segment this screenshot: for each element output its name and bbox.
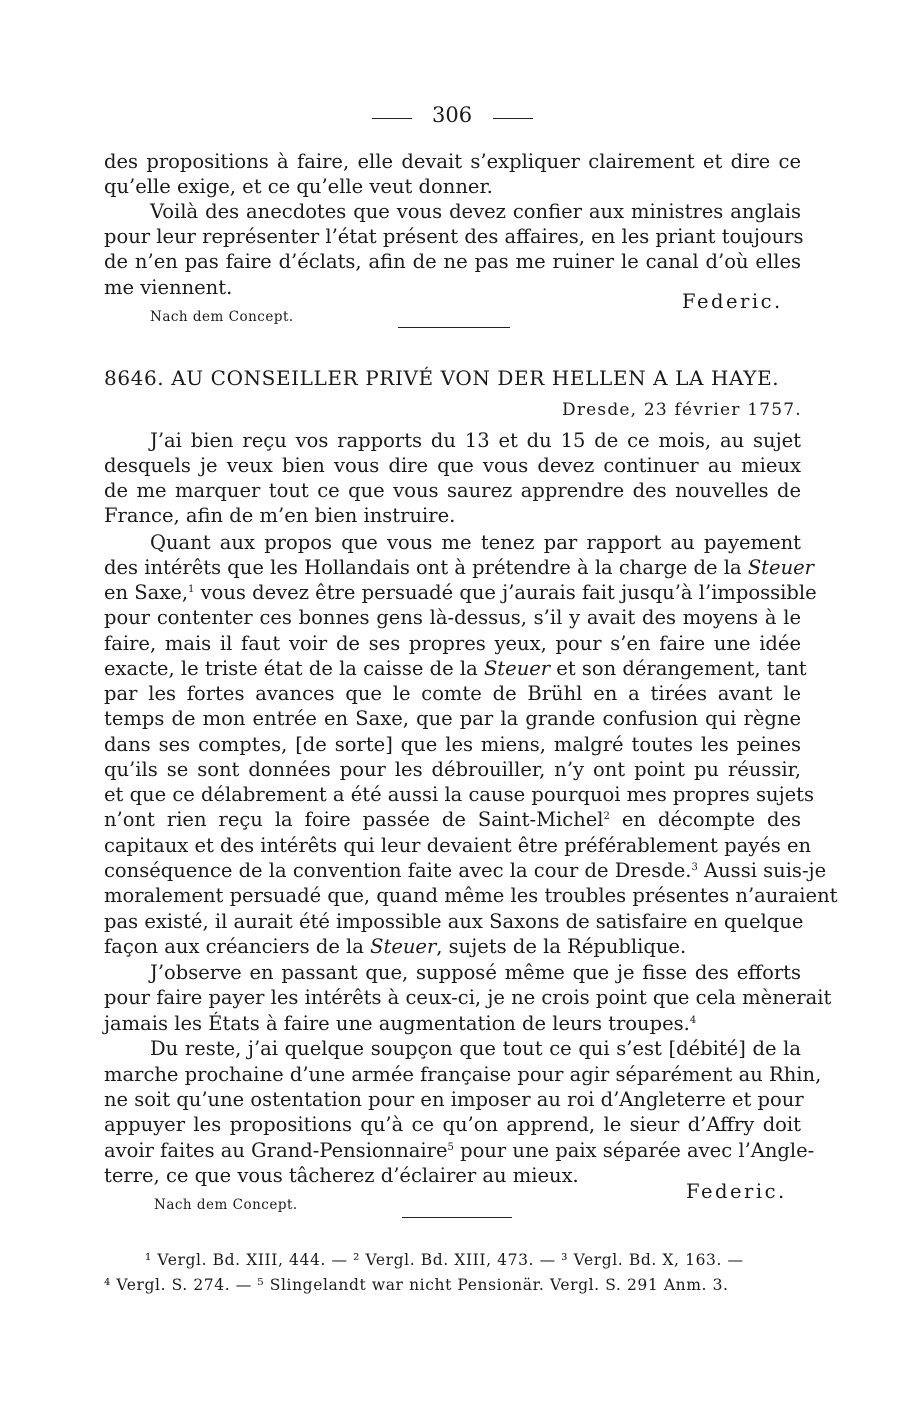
footnote-marker: 2 — [603, 811, 610, 822]
text-run: jamais les États à faire une augmentation de leurs troupes. — [104, 1012, 690, 1035]
source-note: Nach dem Concept. — [150, 309, 294, 325]
text-line: temps de mon entrée en Saxe, que par la grande confusion qui règne — [104, 707, 801, 730]
text-run: et son dérangement, tant — [550, 657, 807, 680]
text-line — [104, 1138, 815, 1163]
text-line: pas existé, il aurait été impossible aux Saxons de satisfaire en quelque — [104, 910, 804, 933]
text-run: en Saxe, — [104, 581, 189, 604]
text-line — [104, 580, 817, 605]
text-line — [104, 858, 827, 883]
italic-term: Steuer — [483, 657, 551, 680]
italic-term: Steuer — [747, 556, 814, 579]
text-line — [104, 807, 801, 832]
text-line — [104, 555, 814, 580]
text-line: qu’ils se sont données pour les débrouiller, n’y ont point pu réussir, — [104, 758, 801, 781]
signature: Federic. — [686, 1180, 787, 1203]
text-line: faire, mais il faut voir de ses propres yeux, pour s’en faire une idée — [104, 632, 801, 655]
text-run: avoir faites au Grand-Pensionnaire — [104, 1139, 448, 1162]
text-line: desquels je veux bien vous dire que vous devez continuer au mieux — [104, 454, 801, 477]
page-number: 306 — [432, 103, 473, 127]
footnote-marker: 5 — [447, 1142, 454, 1153]
footnote-marker: 3 — [691, 862, 698, 873]
text-line: capitaux et des intérêts qui leur devaient être préférablement payés en — [104, 834, 812, 857]
text-run: conséquence de la convention faite avec la cour de Dresde. — [104, 859, 692, 882]
text-line: Quant aux propos que vous me tenez par rapport au payement — [150, 531, 801, 554]
text-line: des propositions à faire, elle devait s’expliquer clairement et dire ce — [104, 150, 801, 173]
footnote-line: ¹ Vergl. Bd. XIII, 444. — ² Vergl. Bd. XIII, 473. — ³ Vergl. Bd. X, 163. — — [145, 1251, 744, 1269]
text-line: par les fortes avances que le comte de Brühl en a tirées avant le — [104, 682, 801, 705]
section-divider — [398, 327, 510, 328]
text-run: , sujets de la République. — [436, 935, 687, 958]
source-note: Nach dem Concept. — [154, 1197, 298, 1213]
text-run: en décompte des — [609, 808, 801, 831]
text-run: Aussi suis-je — [697, 859, 827, 882]
footnote-marker: 4 — [689, 1015, 697, 1026]
text-line: pour faire payer les intérêts à ceux-ci, je ne crois point que cela mènerait — [104, 986, 832, 1009]
letter-heading: 8646. AU CONSEILLER PRIVÉ VON DER HELLEN A LA HAYE. — [104, 366, 780, 390]
text-line: pour contenter ces bonnes gens là-dessus, s’il y avait des moyens à le — [104, 606, 801, 629]
text-line: moralement persuadé que, quand même les troubles présentes n’auraient — [104, 884, 838, 907]
text-line: ne soit qu’une ostentation pour en imposer au roi d’Angleterre et pour — [104, 1088, 804, 1111]
header-rule-right — [493, 118, 533, 119]
text-line: dans ses comptes, [de sorte] que les miens, malgré toutes les peines — [104, 733, 801, 756]
text-line: qu’elle exige, et ce qu’elle veut donner. — [104, 175, 493, 198]
text-line: appuyer les propositions qu’à ce qu’on apprend, le sieur d’Affry doit — [104, 1113, 801, 1136]
text-line — [104, 1011, 801, 1036]
text-run: pour une paix séparée avec l’Angle- — [453, 1139, 815, 1162]
text-line: J’ai bien reçu vos rapports du 13 et du 15 de ce mois, au sujet — [150, 429, 801, 452]
text-line: J’observe en passant que, supposé même que je fisse des efforts — [150, 961, 801, 984]
footnote-marker: 1 — [188, 584, 195, 595]
text-line: de me marquer tout ce que vous saurez apprendre des nouvelles de — [104, 479, 801, 502]
dateline: Dresde, 23 février 1757. — [562, 400, 802, 420]
text-run: exacte, le triste état de la caisse de la — [104, 657, 484, 680]
signature: Federic. — [682, 290, 783, 313]
italic-term: Steuer — [370, 935, 437, 958]
text-line: terre, ce que vous tâcherez d’éclairer au mieux. — [104, 1164, 579, 1187]
text-run: n’ont rien reçu la foire passée de Saint-Michel — [104, 808, 604, 831]
footnote-line: ⁴ Vergl. S. 274. — ⁵ Slingelandt war nicht Pensionär. Vergl. S. 291 Anm. 3. — [104, 1276, 729, 1294]
text-line: pour leur représenter l’état présent des affaires, en les priant toujours — [104, 225, 804, 248]
text-line — [104, 934, 801, 959]
section-divider — [402, 1217, 512, 1218]
text-line: Voilà des anecdotes que vous devez confier aux ministres anglais — [150, 200, 801, 223]
text-line: Du reste, j’ai quelque soupçon que tout ce qui s’est [débité] de la — [150, 1037, 801, 1060]
header-rule-left — [372, 118, 412, 119]
text-line — [104, 656, 807, 681]
text-line: France, afin de m’en bien instruire. — [104, 504, 456, 527]
text-line: de n’en pas faire d’éclats, afin de ne pas me ruiner le canal d’où elles — [104, 250, 801, 273]
text-run: vous devez être persuadé que j’aurais fait jusqu’à l’impossible — [194, 581, 817, 604]
text-line: marche prochaine d’une armée française pour agir séparément au Rhin, — [104, 1063, 822, 1086]
text-line: et que ce délabrement a été aussi la cause pourquoi mes propres sujets — [104, 783, 814, 806]
text-line: me viennent. — [104, 276, 233, 299]
text-run: des intérêts que les Hollandais ont à prétendre à la charge de la — [104, 556, 748, 579]
text-run: façon aux créanciers de la — [104, 935, 371, 958]
